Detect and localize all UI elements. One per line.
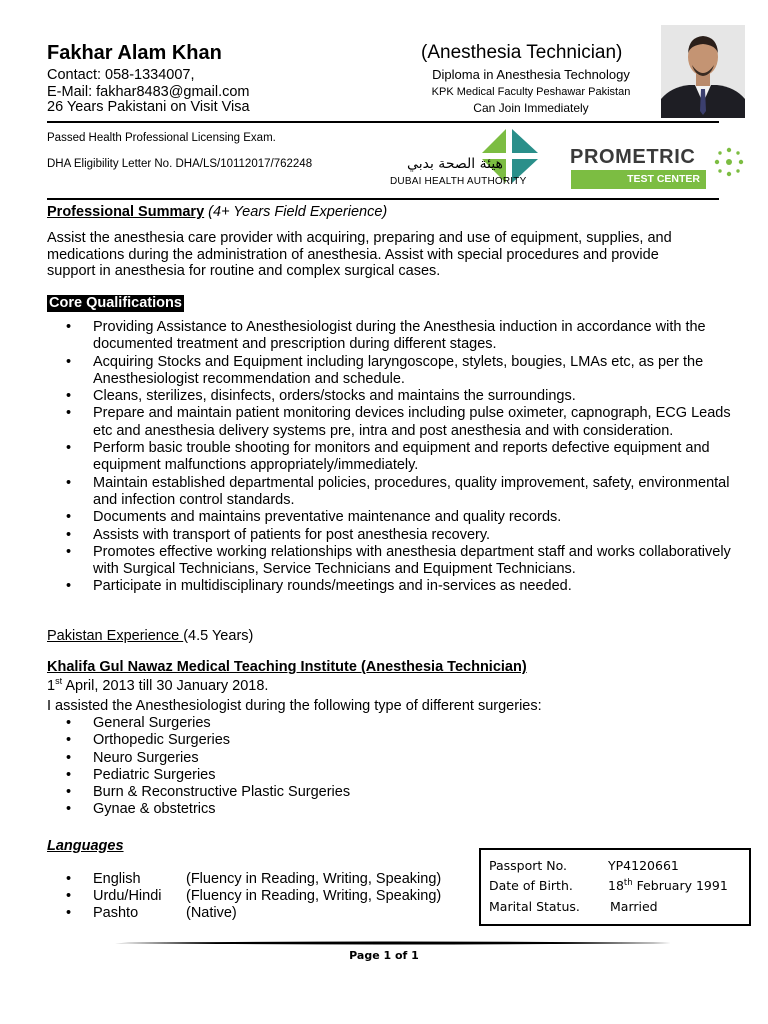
candidate-name: Fakhar Alam Khan: [47, 42, 222, 64]
dob-suffix: th: [623, 878, 633, 888]
language-name: Pashto: [93, 905, 139, 921]
list-item: • Assists with transport of patients for post anesthesia recovery.: [47, 527, 737, 544]
language-level: (Fluency in Reading, Writing, Speaking): [186, 888, 442, 904]
marital-label: Marital Status.: [489, 899, 580, 914]
passport-value: YP4120661: [608, 858, 679, 873]
date-suffix: st: [55, 676, 63, 686]
college-line: KPK Medical Faculty Peshawar Pakistan: [431, 86, 631, 98]
dob-day: 18: [608, 878, 624, 894]
list-item: • Gynae & obstetrics: [47, 801, 737, 818]
page-number: Page 1 of 1: [349, 949, 419, 962]
summary-title: Professional Summary: [47, 204, 205, 220]
contact-phone: Contact: 058-1334007,: [47, 67, 195, 83]
list-item: • Pediatric Surgeries: [47, 767, 737, 784]
prometric-star-icon: [710, 140, 748, 188]
list-item: • Prepare and maintain patient monitoring devices including pulse oximeter, capnograph, ECG Leads etc and anesthesia delivery systems pre, intra and post anesthesia and with consideration.: [47, 405, 737, 440]
personal-details-box: [479, 848, 751, 926]
availability-line: Can Join Immediately: [473, 101, 589, 115]
summary-subtitle: (4+ Years Field Experience): [204, 204, 388, 220]
summary-line: medications during the administration of anesthesia. Assist with special procedures and provide: [47, 246, 659, 263]
footer-divider: [115, 939, 671, 947]
list-item: • Participate in multidisciplinary rounds/meetings and in-services as needed.: [47, 578, 737, 595]
list-item: • Promotes effective working relationships with anesthesia department staff and works collaboratively with Surgical Technicians, Service Technicians and Equipment Technicians.: [47, 544, 737, 579]
experience-duration: (4.5 Years): [183, 628, 254, 644]
surgeries-intro: I assisted the Anesthesiologist during the following type of different surgeries:: [47, 698, 542, 714]
core-qualifications-list: [47, 319, 737, 596]
core-qualifications-heading: Core Qualifications: [49, 295, 182, 311]
list-item: • Orthopedic Surgeries: [47, 732, 737, 749]
prometric-wordmark: PROMETRIC: [570, 146, 696, 168]
languages-heading: Languages: [47, 838, 124, 854]
list-item: • Documents and maintains preventative maintenance and quality records.: [47, 509, 737, 526]
experience-section-title: Pakistan Experience: [47, 628, 184, 644]
marital-row: [489, 899, 658, 914]
list-item: • Cleans, sterilizes, disinfects, orders/stocks and maintains the surroundings.: [47, 388, 737, 405]
licensing-exam: Passed Health Professional Licensing Exam.: [47, 132, 276, 144]
language-name: English: [93, 871, 141, 887]
list-item: • Perform basic trouble shooting for monitors and equipment and reports defective equipment and equipment malfunctions appropriately/immediately.: [47, 440, 737, 475]
date-day: 1: [47, 677, 56, 694]
licensing-divider: [47, 198, 719, 200]
dob-month-year: February 1991: [632, 878, 728, 894]
list-item: • Maintain established departmental policies, procedures, quality improvement, safety, environmental and infection control standards.: [47, 475, 737, 510]
dha-arabic-name: هيئة الصحة بدبي: [407, 156, 503, 172]
test-center-banner: TEST CENTER: [571, 170, 706, 189]
list-item: • Burn & Reconstructive Plastic Surgeries: [47, 784, 737, 801]
summary-line: support in anesthesia for routine and complex surgical cases.: [47, 263, 441, 280]
experience-heading: [47, 628, 253, 644]
summary-line: Assist the anesthesia care provider with acquiring, preparing and use of equipment, supplies, and: [47, 230, 672, 246]
person-photo-icon: [661, 25, 745, 118]
surgeries-list: [47, 715, 737, 819]
diploma-line: Diploma in Anesthesia Technology: [432, 67, 630, 82]
age-visa-status: 26 Years Pakistani on Visit Visa: [47, 99, 250, 115]
date-range: April, 2013 till 30 January 2018.: [62, 677, 269, 694]
dob-label: Date of Birth.: [489, 878, 573, 893]
list-item: • Acquiring Stocks and Equipment including laryngoscope, stylets, bougies, LMAs etc, as per the Anesthesiologist recommendation and schedule.: [47, 354, 737, 389]
language-level: (Native): [186, 905, 237, 921]
list-item: • Neuro Surgeries: [47, 750, 737, 767]
passport-label: Passport No.: [489, 858, 568, 873]
header-divider: [47, 121, 719, 123]
list-item: • General Surgeries: [47, 715, 737, 732]
list-item: • Providing Assistance to Anesthesiologist during the Anesthesia induction in accordance with the documented treatment and prescription during different stages.: [47, 319, 737, 354]
contact-email: E-Mail: fakhar8483@gmail.com: [47, 84, 250, 100]
language-name: Urdu/Hindi: [93, 888, 162, 904]
marital-value: Married: [610, 899, 658, 914]
summary-paragraph: [47, 230, 727, 280]
employer-title: Khalifa Gul Nawaz Medical Teaching Institute (Anesthesia Technician): [47, 659, 527, 675]
summary-heading: [47, 204, 387, 220]
employment-dates: [47, 676, 268, 694]
language-level: (Fluency in Reading, Writing, Speaking): [186, 871, 442, 887]
profile-photo: [661, 25, 745, 118]
passport-row: [489, 858, 679, 873]
dha-english-name: DUBAI HEALTH AUTHORITY: [390, 176, 527, 187]
job-title: (Anesthesia Technician): [421, 42, 623, 63]
dob-row: [489, 878, 728, 894]
prometric-logo: [570, 140, 750, 190]
dha-letter-number: DHA Eligibility Letter No. DHA/LS/10112017/762248: [47, 158, 313, 170]
dob-value: [608, 878, 728, 893]
